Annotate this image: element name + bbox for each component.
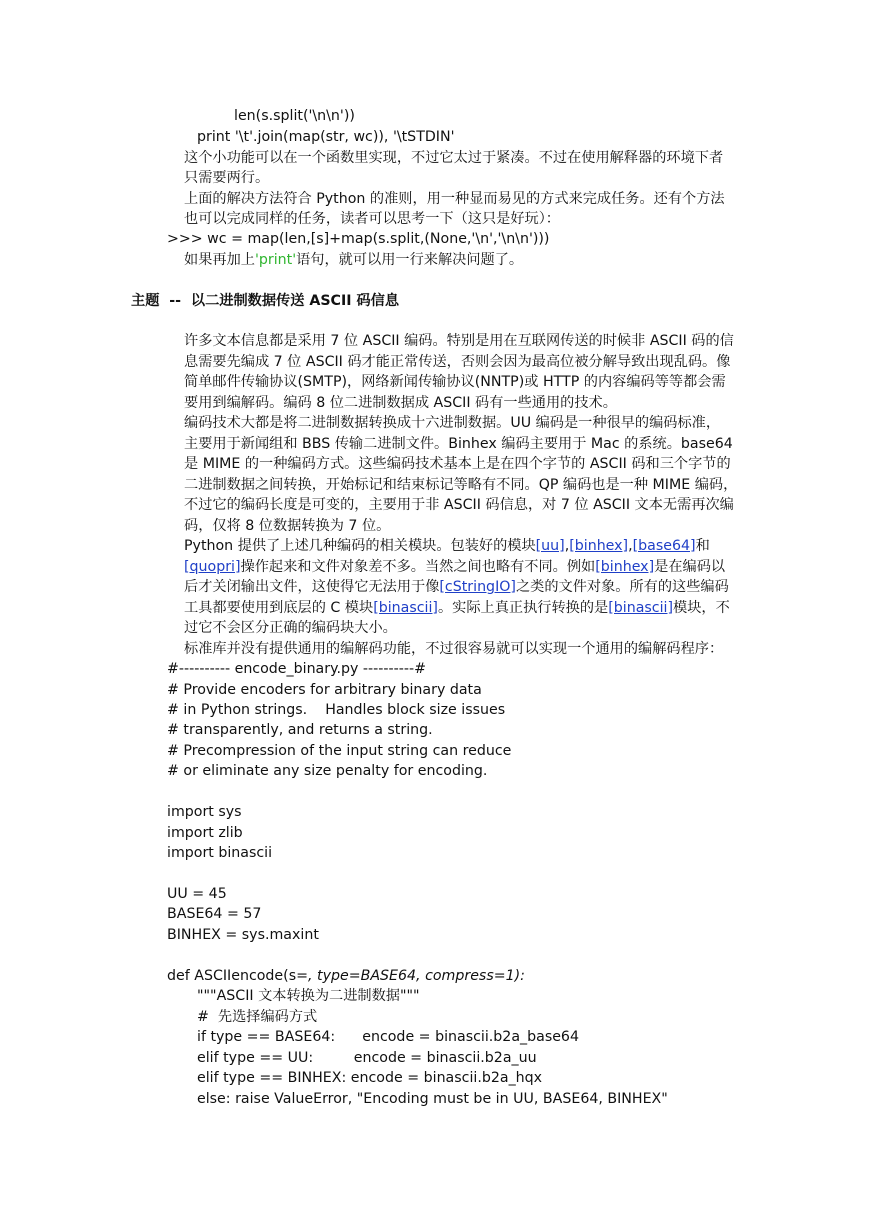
text-line: 码，仅将 8 位数据转换为 7 位。 (184, 518, 391, 534)
code-line: BASE64 = 57 (167, 906, 262, 922)
code-line: import sys (167, 804, 242, 820)
link-quopri[interactable]: [quopri] (184, 559, 241, 575)
code-line: BINHEX = sys.maxint (167, 927, 319, 943)
code-line: elif type == UU: encode = binascii.b2a_uu (197, 1050, 537, 1066)
text-line: 只需要两行。 (184, 170, 270, 186)
section-heading: 主题 -- 以二进制数据传送 ASCII 码信息 (131, 293, 400, 309)
text-line: 编码技术大都是将二进制数据转换成十六进制数据。UU 编码是一种很早的编码标准， (184, 415, 721, 431)
text-line: 二进制数据之间转换，开始标记和结束标记等略有不同。QP 编码也是一种 MIME 编码， (184, 477, 738, 493)
text-span: 工具都要使用到底层的 C 模块 (184, 600, 374, 616)
text-line: 主要用于新闻组和 BBS 传输二进制文件。Binhex 编码主要用于 Mac 的系统。base64 (184, 436, 733, 452)
link-binhex[interactable]: [binhex] (595, 559, 655, 575)
code-line: """ASCII 文本转换为二进制数据""" (197, 988, 420, 1004)
code-line: # 先选择编码方式 (197, 1009, 318, 1025)
code-line: # Provide encoders for arbitrary binary data (167, 682, 482, 698)
code-line: # Precompression of the input string can reduce (167, 743, 512, 759)
text-line (184, 250, 523, 270)
code-line: len(s.split('\n\n')) (234, 108, 355, 124)
text-line: 上面的解决方法符合 Python 的准则，用一种显而易见的方式来完成任务。还有个方法 (184, 191, 725, 207)
link-binhex[interactable]: [binhex] (569, 538, 629, 554)
code-line: import binascii (167, 845, 273, 861)
code-line: UU = 45 (167, 886, 227, 902)
code-span: def ASCIIencode(s= (167, 968, 308, 984)
keyword-print: 'print' (254, 252, 297, 268)
text-span: 如果再加上 (184, 252, 255, 268)
text-span: 是在编码以 (654, 559, 726, 575)
text-line (184, 577, 729, 597)
text-span: 之类的文件对象。所有的这些编码 (515, 579, 729, 595)
text-line: 过它不会区分正确的编码块大小。 (184, 620, 397, 636)
link-cstringio[interactable]: [cStringIO] (439, 579, 516, 595)
link-binascii[interactable]: [binascii] (373, 600, 438, 616)
code-line: print '\t'.join(map(str, wc)), '\tSTDIN' (197, 129, 455, 145)
text-line (184, 598, 730, 618)
text-span: Python 提供了上述几种编码的相关模块。包装好的模块 (184, 538, 536, 554)
code-line: # or eliminate any size penalty for encoding. (167, 763, 488, 779)
text-line (184, 557, 725, 577)
code-line: >>> wc = map(len,[s]+map(s.split,(None,'\n','\n\n'))) (167, 231, 550, 247)
code-line (167, 966, 525, 986)
text-span: 。实际上真正执行转换的是 (437, 600, 609, 616)
text-line: 标准库并没有提供通用的编解码功能，不过很容易就可以实现一个通用的编解码程序： (184, 641, 724, 657)
code-span-italic: , type=BASE64, compress=1): (307, 968, 525, 984)
text-line: 这个小功能可以在一个函数里实现，不过它太过于紧凑。不过在使用解释器的环境下者 (184, 150, 724, 166)
link-base64[interactable]: [base64] (632, 538, 696, 554)
text-line: 也可以完成同样的任务，读者可以思考一下（这只是好玩）： (184, 211, 560, 227)
text-line: 是 MIME 的一种编码方式。这些编码技术基本上是在四个字节的 ASCII 码和三个字节的 (184, 456, 731, 472)
code-line: if type == BASE64: encode = binascii.b2a_base64 (197, 1029, 579, 1045)
text-span: 操作起来和文件对象差不多。当然之间也略有不同。例如 (240, 559, 596, 575)
link-binascii[interactable]: [binascii] (608, 600, 674, 616)
code-line: #---------- encode_binary.py ----------# (167, 661, 426, 677)
text-span: 模块，不 (673, 600, 730, 616)
text-span: , (628, 538, 633, 554)
code-line: else: raise ValueError, "Encoding must be in UU, BASE64, BINHEX" (197, 1091, 668, 1107)
text-span: 语句，就可以用一行来解决问题了。 (296, 252, 524, 268)
code-line: elif type == BINHEX: encode = binascii.b2a_hqx (197, 1070, 543, 1086)
text-line: 要用到编解码。编码 8 位二进制数据成 ASCII 码有一些通用的技术。 (184, 395, 617, 411)
text-line (184, 536, 710, 556)
text-line: 简单邮件传输协议(SMTP)，网络新闻传输协议(NNTP)或 HTTP 的内容编码等等都会需 (184, 374, 726, 390)
text-line: 许多文本信息都是采用 7 位 ASCII 编码。特别是用在互联网传送的时候非 ASCII 码的信 (184, 333, 734, 349)
text-span: , (564, 538, 570, 554)
code-line: # transparently, and returns a string. (167, 722, 433, 738)
text-line: 息需要先编成 7 位 ASCII 码才能正常传送，否则会因为最高位被分解导致出现乱码。像 (184, 354, 731, 370)
text-line: 不过它的编码长度是可变的，主要用于非 ASCII 码信息，对 7 位 ASCII 文本无需再次编 (184, 497, 734, 513)
code-line: # in Python strings. Handles block size issues (167, 702, 506, 718)
link-uu[interactable]: [uu] (535, 538, 565, 554)
code-line: import zlib (167, 825, 243, 841)
text-span: 和 (695, 538, 710, 554)
text-span: 后才关闭输出文件，这使得它无法用于像 (184, 579, 440, 595)
